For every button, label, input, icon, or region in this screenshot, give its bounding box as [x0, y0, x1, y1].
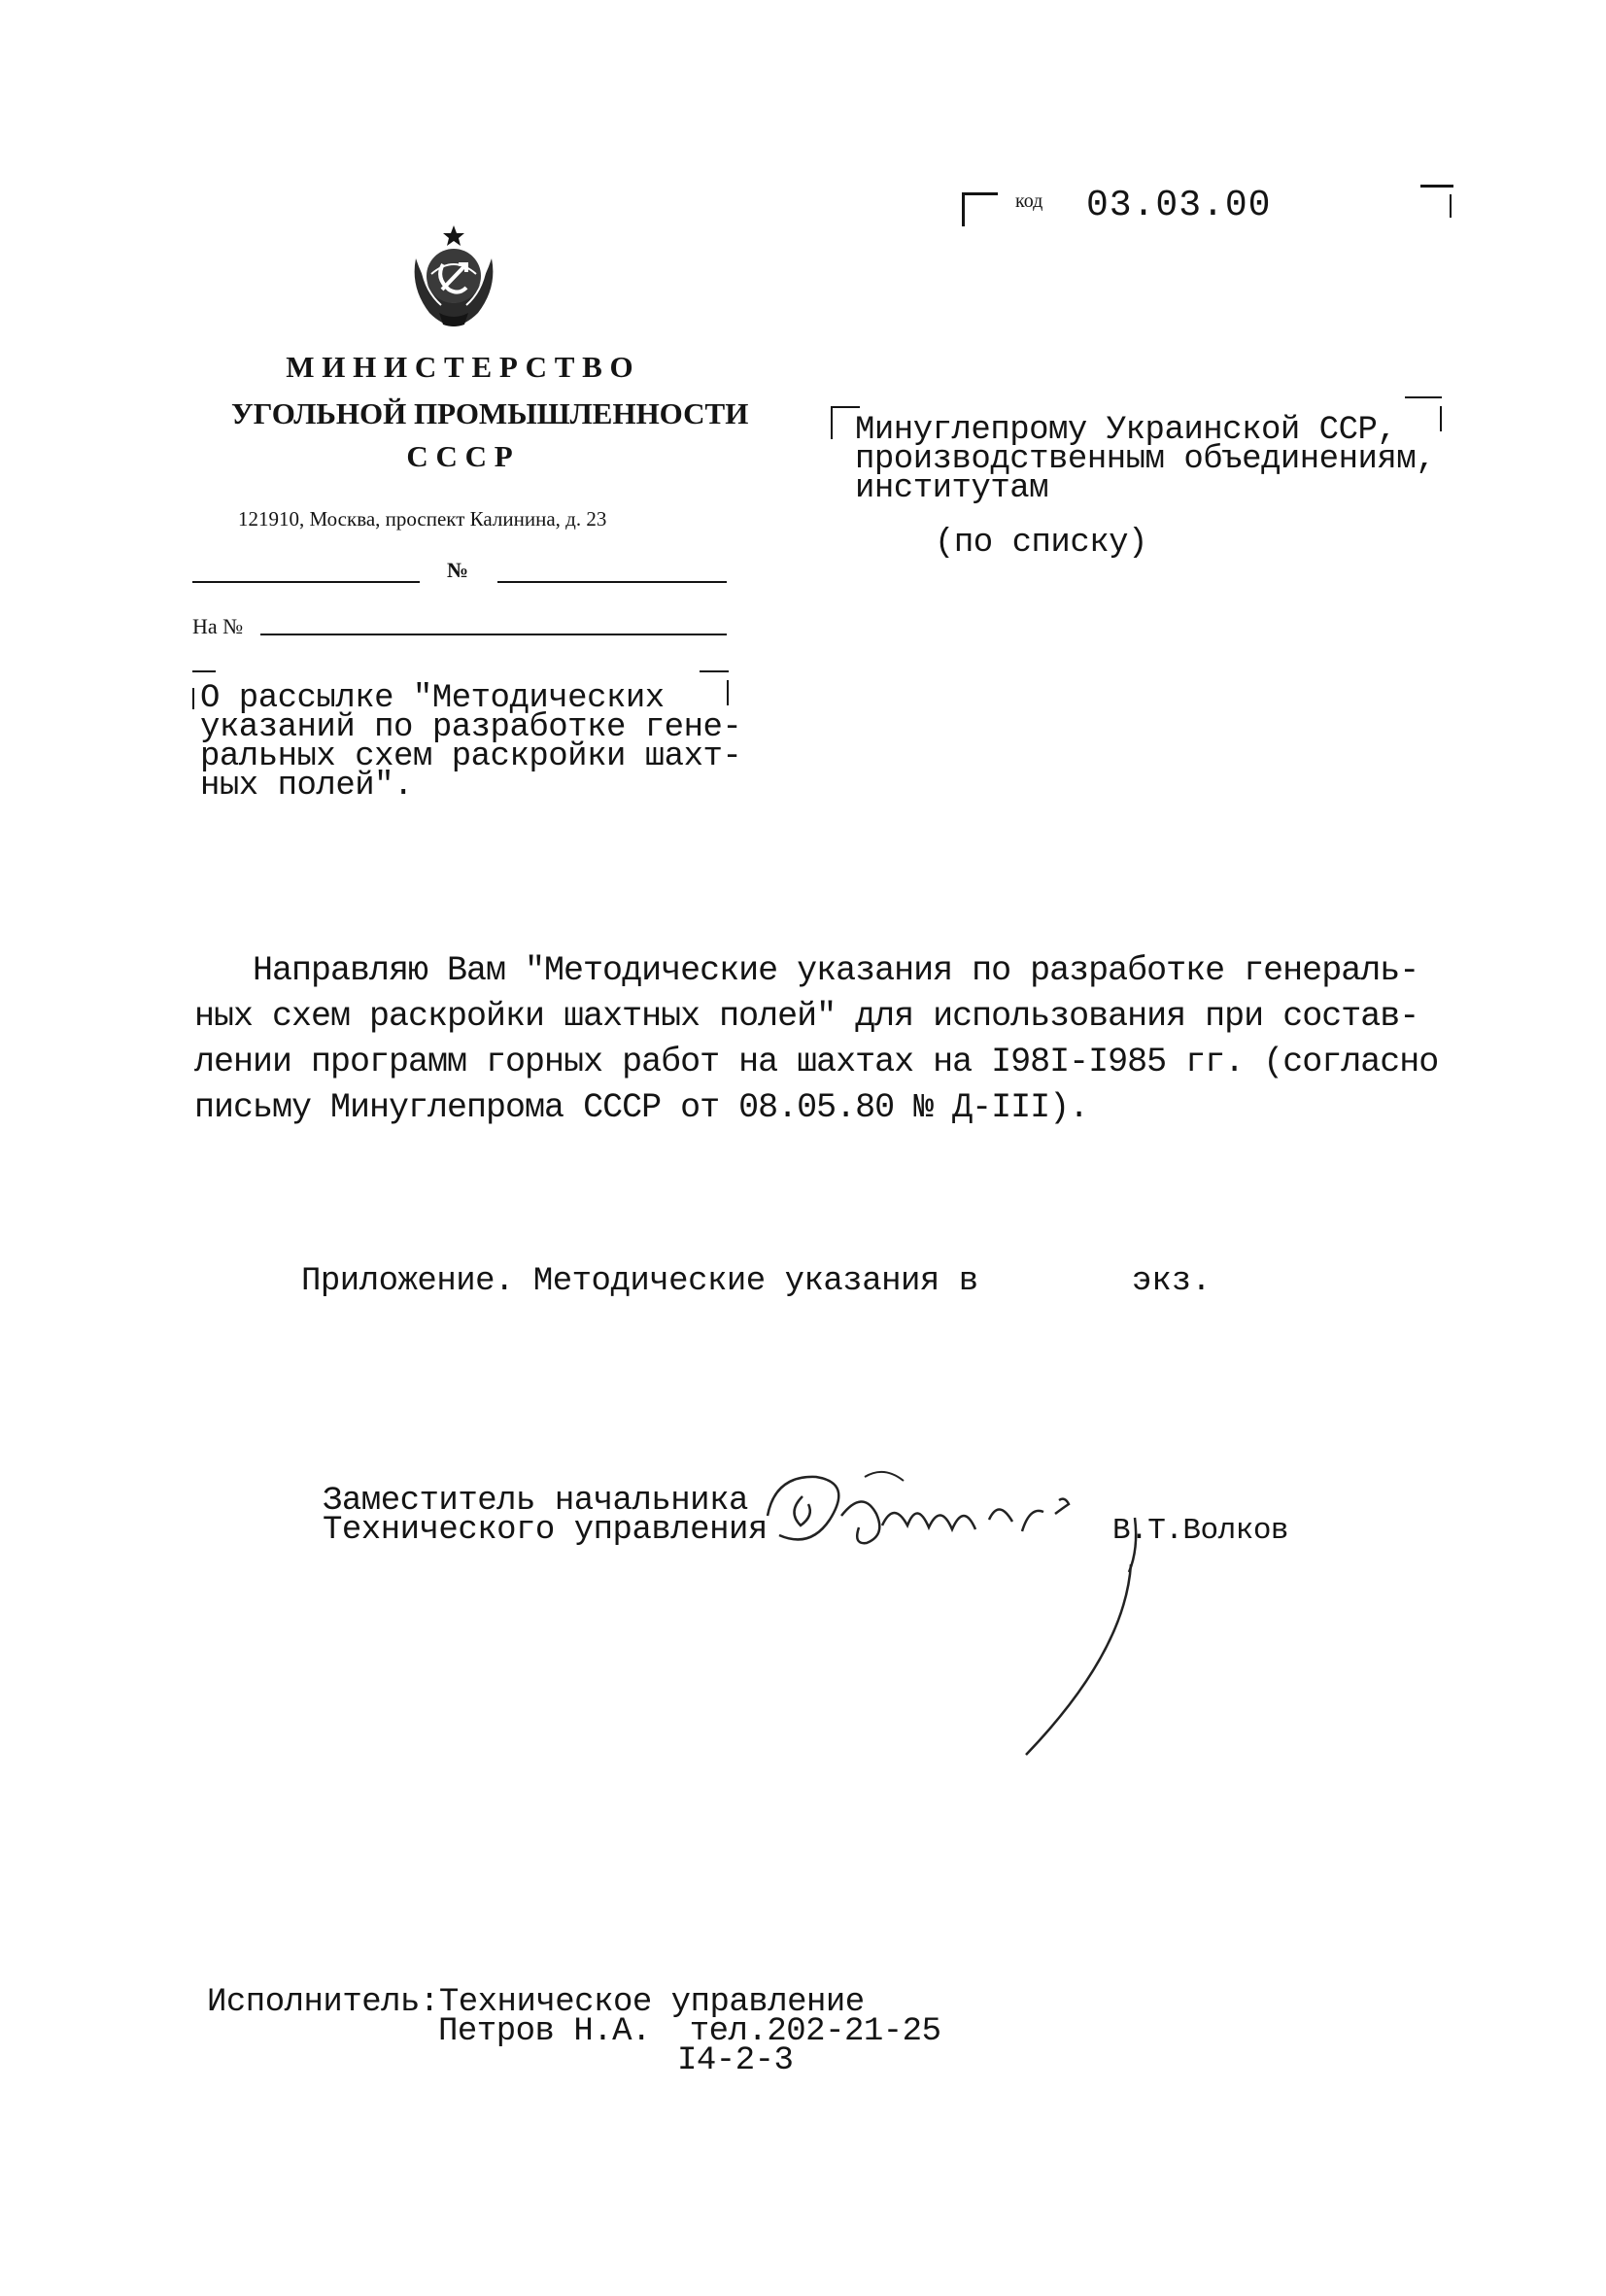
addressee-block	[855, 412, 1436, 507]
body-line-3: лении программ горных работ на шахтах на I98I-I985 гг. (согласно	[194, 1043, 1439, 1081]
addressee-line-1: Минуглепрому Украинской ССР,	[855, 412, 1397, 449]
code-corner-mark	[962, 192, 998, 226]
executor-line-3: I4-2-3	[677, 2042, 794, 2079]
executor-block	[207, 1984, 941, 2079]
addressee-line-4: (по списку)	[935, 525, 1147, 562]
ministry-line-2: УГОЛЬНОЙ ПРОМЫШЛЕННОСТИ	[231, 396, 749, 430]
number-field-line	[497, 581, 727, 583]
addressee-bracket-top-right	[1405, 396, 1442, 398]
subject-bracket-left-tick	[192, 688, 194, 709]
body-line-4: письму Минуглепрома СССР от 08.05.80 № Д-III).	[194, 1088, 1089, 1127]
subject-line-3: ральных схем раскройки шахт-	[200, 738, 742, 775]
subject-bracket-top-left	[192, 670, 216, 672]
ministry-line-1: М И Н И С Т Е Р С Т В О	[286, 350, 633, 384]
subject-line-1: О рассылке "Методических	[200, 680, 665, 717]
ministry-line-3: С С С Р	[406, 439, 513, 473]
reply-to-label: На №	[192, 614, 244, 638]
code-label: код	[1015, 190, 1043, 212]
ussr-emblem	[396, 220, 511, 334]
subject-line-4: ных полей".	[200, 768, 413, 805]
attachment-text: Приложение. Методические указания в	[301, 1263, 978, 1300]
number-sign: №	[447, 558, 469, 582]
body-paragraph	[194, 948, 1438, 1131]
addressee-line-3: институтам	[855, 470, 1049, 507]
addressee-bracket-right-tick	[1440, 406, 1442, 431]
handwritten-signature	[758, 1457, 1146, 1788]
signatory-title-line-2: Технического управления	[323, 1512, 768, 1549]
date-field-line	[192, 581, 420, 583]
signatory-title-line-1: Заместитель начальника	[323, 1483, 748, 1520]
signatory-title	[323, 1483, 768, 1549]
top-right-corner-tick	[1450, 194, 1452, 218]
executor-line-2: Петров Н.А. тел.202-21-25	[438, 2013, 941, 2050]
addressee-line-2: производственным объединениям,	[855, 441, 1436, 478]
addressee-bracket-left	[831, 408, 833, 439]
addressee-bracket-top-left	[831, 406, 860, 408]
top-right-corner-mark	[1420, 185, 1453, 188]
reply-to-field-line	[260, 634, 727, 635]
code-value: 03.03.00	[1086, 185, 1272, 226]
body-line-1: Направляю Вам "Методические указания по разработке генераль-	[253, 951, 1419, 990]
body-line-2: ных схем раскройки шахтных полей" для использования при состав-	[194, 997, 1419, 1036]
subject-block	[200, 680, 742, 805]
subject-line-2: указаний по разработке гене-	[200, 709, 742, 746]
signatory-name: В.Т.Волков	[1112, 1514, 1289, 1548]
subject-bracket-top-right	[700, 670, 729, 672]
executor-line-1: Исполнитель:Техническое управление	[207, 1984, 865, 2021]
attachment-unit: экз.	[1132, 1263, 1212, 1300]
ministry-address: 121910, Москва, проспект Калинина, д. 23	[238, 507, 607, 531]
